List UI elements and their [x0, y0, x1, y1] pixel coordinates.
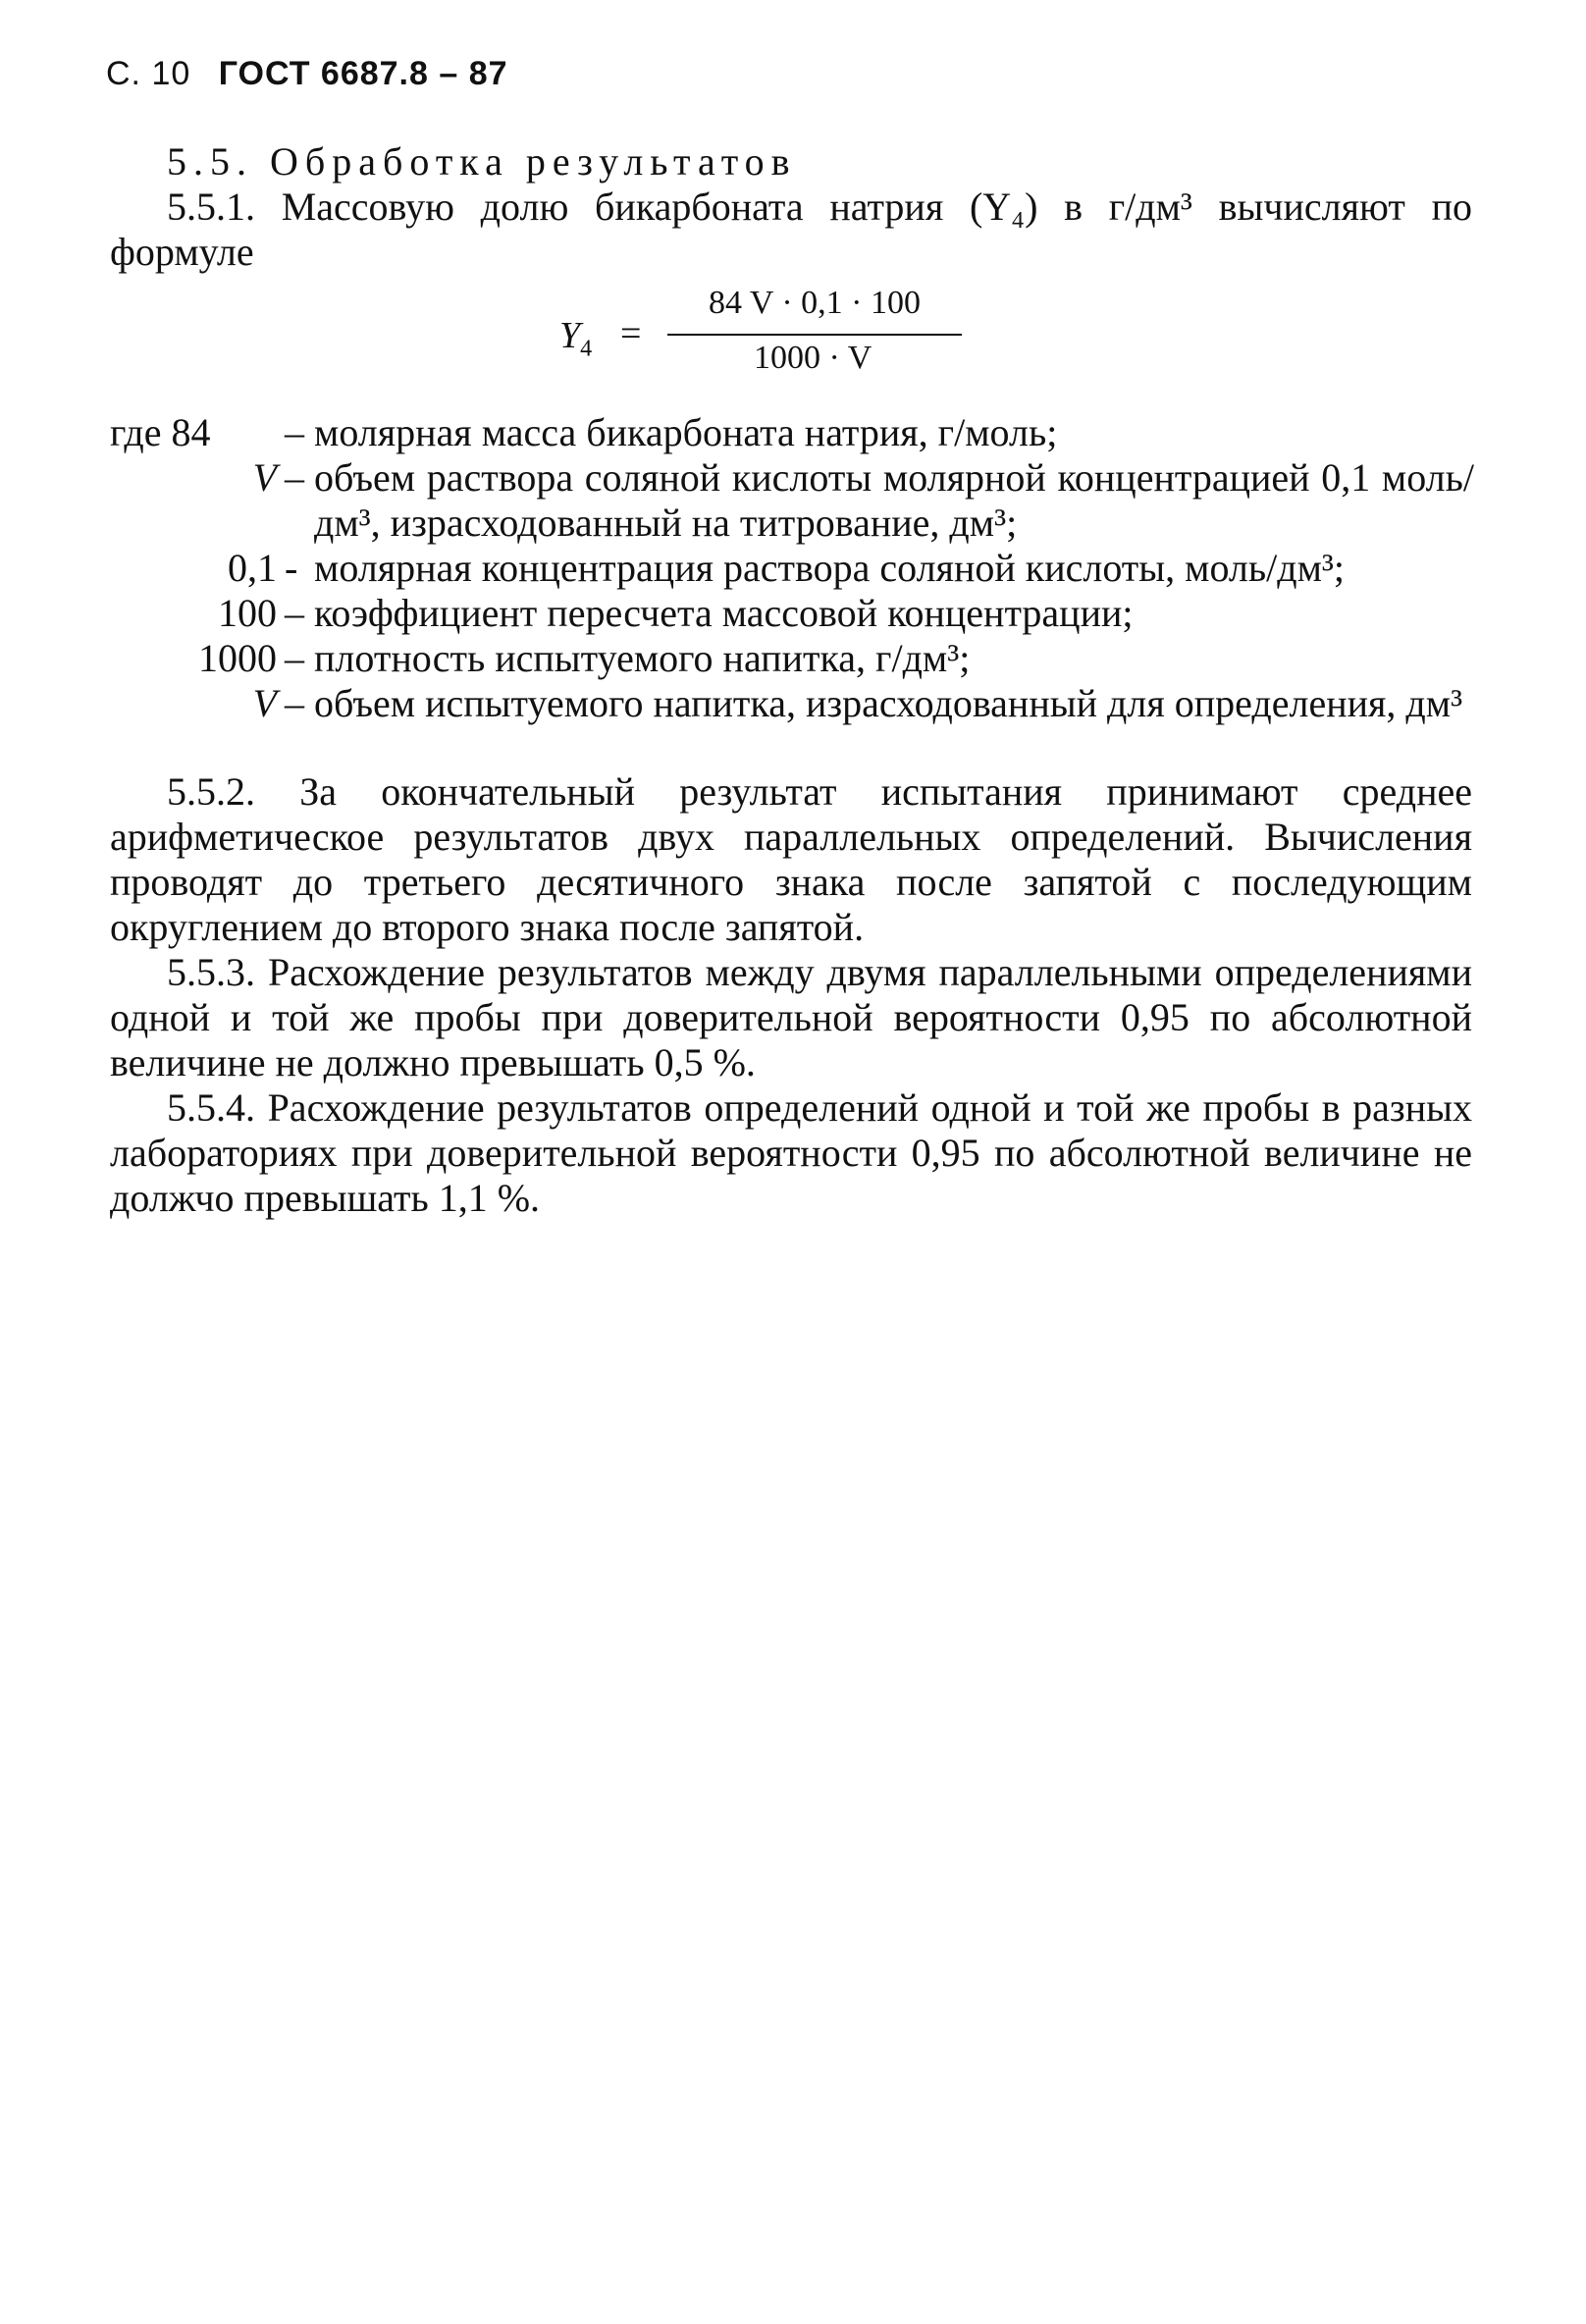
definition-symbol: V — [252, 681, 277, 725]
formula-equals: = — [620, 313, 642, 354]
paragraph-5-5-1: 5.5.1. Массовую долю бикарбоната натрия (Y₄) в г/дм³ вычисляют по формуле — [110, 185, 1472, 274]
formula-lhs: $Y_4$ — [559, 315, 593, 362]
definition-text: объем раствора соляной кислоты молярной концентрацией 0,1 моль/дм³, израсходованный на титрование, дм³; — [314, 455, 1474, 545]
definition-symbol: 100 — [218, 591, 277, 635]
definition-dash: – — [285, 636, 304, 680]
definition-symbol: где 84 — [110, 410, 211, 454]
definition-dash: – — [285, 410, 304, 454]
paragraph-5-5-2: 5.5.2. За окончательный результат испытания принимают среднее арифметическое результатов двух параллельных определений. Вычисления проводят до третьего десятичного знака после запятой с последующим округлением до второго знака после запятой. — [110, 769, 1472, 949]
definition-text: молярная масса бикарбоната натрия, г/моль; — [314, 410, 1058, 454]
definition-symbol: V — [252, 455, 277, 500]
definition-dash: – — [285, 455, 304, 500]
definition-text: коэффициент пересчета массовой концентрации; — [314, 591, 1134, 635]
definitions-list — [110, 410, 1474, 726]
paragraph-5-5-3: 5.5.3. Расхождение результатов между двумя параллельными определениями одной и той же пробы при доверительной вероятности 0,95 по абсолютной величине не должно превышать 0,5 %. — [110, 950, 1472, 1084]
standard-code: ГОСТ 6687.8 – 87 — [218, 55, 508, 92]
definition-dash: - — [285, 546, 298, 590]
formula-denominator: 1000 · V — [754, 340, 872, 376]
paragraph-5-5-4: 5.5.4. Расхождение результатов определений одной и той же пробы в разных лабораториях при доверительной вероятности 0,95 по абсолютной величине не должчо превышать 1,1 %. — [110, 1085, 1472, 1220]
page-number: С. 10 — [106, 55, 191, 92]
definition-symbol: 0,1 — [228, 546, 277, 590]
formula-numerator: 84 V · 0,1 · 100 — [709, 285, 921, 321]
definition-symbol: 1000 — [198, 636, 277, 680]
definition-item — [110, 591, 1474, 636]
definition-item — [110, 681, 1474, 726]
page-header — [106, 55, 508, 93]
definition-item — [110, 410, 1474, 455]
formula-y4 — [559, 285, 1021, 393]
definition-dash: – — [285, 591, 304, 635]
section-title: 5.5. Обработка результатов — [167, 139, 797, 184]
fraction-bar — [667, 334, 962, 336]
definition-item — [110, 455, 1474, 546]
definition-text: плотность испытуемого напитка, г/дм³; — [314, 636, 971, 680]
definition-text: молярная концентрация раствора соляной кислоты, моль/дм³; — [314, 546, 1346, 590]
definition-text: объем испытуемого напитка, израсходованный для определения, дм³ — [314, 681, 1463, 725]
definition-item — [110, 546, 1474, 591]
definition-item — [110, 636, 1474, 681]
definition-dash: – — [285, 681, 304, 725]
